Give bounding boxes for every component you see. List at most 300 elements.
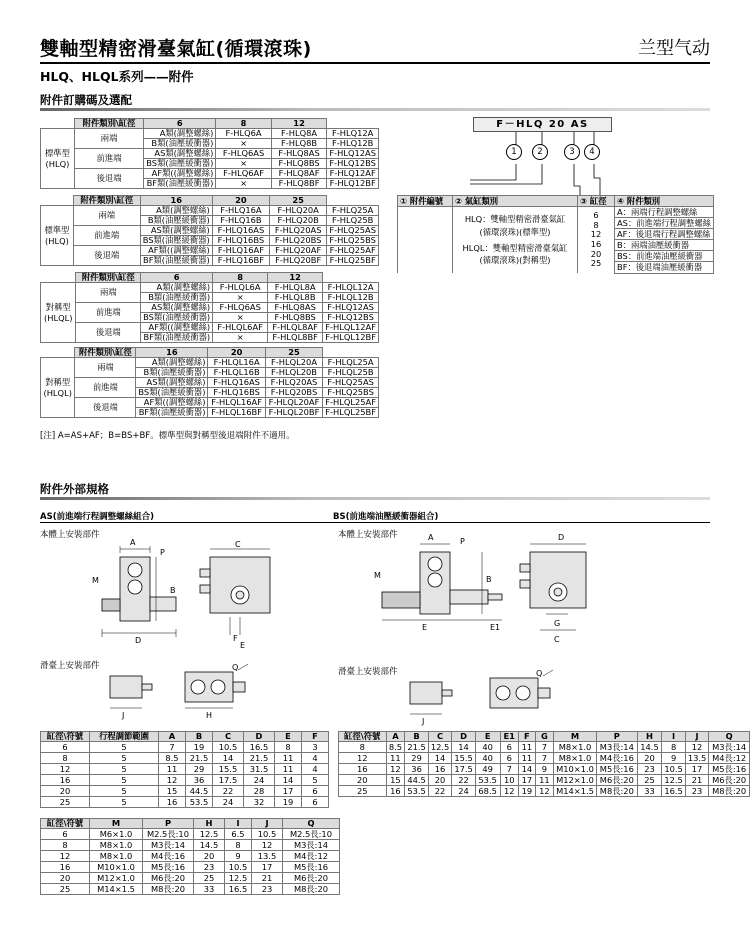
table-cell: M3長:14	[143, 840, 194, 851]
table-cell: 23	[637, 764, 662, 775]
table-header-cell: P	[143, 819, 194, 829]
table-cell: M5長:16	[283, 862, 340, 873]
mount-position-cell: 前進端	[75, 378, 136, 398]
table-row	[41, 775, 329, 786]
dim-label: E	[422, 623, 428, 632]
table-cell: 12.5	[428, 742, 451, 753]
table-header-cell: C	[213, 732, 244, 742]
table-cell: 8	[662, 742, 685, 753]
dim-label: P	[160, 548, 165, 557]
table-cell: F-HLQ25AS	[327, 226, 379, 236]
table-cell: 17	[685, 764, 708, 775]
table-cell: B類(油壓緩衝器)	[141, 293, 213, 303]
kind-item: B：兩端油壓緩衝器	[615, 240, 714, 251]
brand-tag: 兰型气动	[638, 38, 710, 59]
table-cell: A類(調整螺絲)	[136, 358, 208, 368]
table-cell: M3長:14	[597, 742, 638, 753]
table-cell: F-HLQ12AF	[327, 169, 379, 179]
table-cell: 12	[685, 742, 708, 753]
page-title: 雙軸型精密滑臺氣缸(循環滾珠)	[40, 38, 312, 60]
table-cell: F-HLQL20B	[265, 368, 322, 378]
table-cell: AS類(調整螺絲)	[141, 303, 213, 313]
table-cell: 11	[159, 764, 186, 775]
table-cell: AF類((調整螺絲)	[144, 169, 216, 179]
table-cell: 16.5	[225, 884, 252, 895]
table-cell: F-HLQL8A	[268, 283, 323, 293]
table-cell: 12	[159, 775, 186, 786]
table-cell: M5長:16	[597, 764, 638, 775]
table-header-cell: 缸徑\符號	[41, 819, 90, 829]
table-header-cell: I	[225, 819, 252, 829]
table-cell: F-HLQ16BS	[212, 236, 269, 246]
table-cell: 12.5	[662, 775, 685, 786]
dim-label: J	[422, 717, 425, 726]
table-cell: M5長:16	[709, 764, 750, 775]
series-group-label: 對稱型 (HLQL)	[41, 358, 75, 418]
table-cell: 4	[302, 753, 329, 764]
table-header-cell: Q	[283, 819, 340, 829]
section-rule	[40, 108, 710, 111]
table-cell: F-HLQL25B	[323, 368, 379, 378]
table-row	[41, 129, 379, 139]
table-cell: 8	[275, 742, 302, 753]
table-cell: M4長:12	[709, 753, 750, 764]
table-cell: F-HLQL16AF	[208, 398, 265, 408]
type-line: HLQL：雙軸型精密滑臺氣缸	[462, 243, 568, 253]
as-section-title: AS(前進端行程調整螺絲組合)	[40, 510, 333, 523]
dim-label: G	[554, 619, 561, 628]
table-cell: F-HLQ16AF	[212, 246, 269, 256]
table-cell: 53.5	[186, 797, 213, 808]
table-cell: 23	[685, 786, 708, 797]
table-cell: 36	[405, 764, 428, 775]
table-cell: 36	[186, 775, 213, 786]
table-cell: 29	[405, 753, 428, 764]
mount-position-cell: 前進端	[73, 226, 140, 246]
table-row	[41, 764, 329, 775]
table-header-cell: E1	[500, 732, 519, 742]
table-cell: M8長:20	[709, 786, 750, 797]
table-row	[41, 753, 329, 764]
table-cell: F-HLQ12AS	[327, 149, 379, 159]
bore-value: 25	[590, 258, 602, 269]
table-header-cell: 25	[265, 348, 322, 358]
kind-item: BF：後退端油壓緩衝器	[615, 262, 714, 273]
table-cell: 15.5	[452, 753, 475, 764]
order-table-block	[40, 347, 379, 418]
code-head-3: ③ 缸徑	[578, 196, 615, 207]
mount-position-cell: 前進端	[76, 303, 141, 323]
dim-label: H	[206, 711, 213, 720]
table-cell: 6	[41, 829, 90, 840]
table-header-cell: E	[275, 732, 302, 742]
table-cell: 10.5	[225, 862, 252, 873]
table-cell: 11	[519, 753, 536, 764]
page-subtitle: HLQ、HLQL系列——附件	[40, 69, 194, 84]
table-cell: F-HLQL8AF	[268, 323, 323, 333]
table-cell: 5	[90, 742, 159, 753]
table-row	[41, 206, 379, 216]
table-cell: 10.5	[252, 829, 283, 840]
code-empty-cell	[398, 207, 453, 274]
table-cell: 23	[194, 862, 225, 873]
table-header-cell: 12	[271, 119, 327, 129]
table-cell: F-HLQL20BF	[265, 408, 322, 418]
table-cell: 17.5	[213, 775, 244, 786]
table-cell: M8×1.0	[90, 840, 143, 851]
table-cell: F-HLQ12BS	[323, 313, 379, 323]
table-cell: F-HLQ12AS	[323, 303, 379, 313]
table-cell: F-HLQ8BS	[271, 159, 327, 169]
table-cell: F-HLQ25B	[327, 216, 379, 226]
table-cell: 16	[159, 797, 186, 808]
table-cell: AS類(調整螺絲)	[144, 149, 216, 159]
table-cell: 15	[159, 786, 186, 797]
order-table-block	[40, 118, 379, 189]
table-cell: BS類(油壓緩衝器)	[136, 388, 208, 398]
table-cell: F-HLQ6A	[216, 129, 271, 139]
dim-label: E1	[490, 623, 501, 632]
table-header-cell: M	[554, 732, 597, 742]
table-header-cell: 6	[144, 119, 216, 129]
mount-position-cell: 前進端	[74, 149, 143, 169]
table-cell: B類(油壓緩衝器)	[136, 368, 208, 378]
table-cell: 3	[302, 742, 329, 753]
table-cell: 11	[275, 764, 302, 775]
table-row	[339, 742, 750, 753]
table-cell: M3長:14	[709, 742, 750, 753]
table-header-cell: F	[302, 732, 329, 742]
table-cell: F-HLQ16AS	[208, 378, 265, 388]
table-cell: F-HLQ20BF	[270, 256, 327, 266]
bs-body-mount-label: 本體上安裝部件	[338, 530, 398, 540]
table-cell: 19	[275, 797, 302, 808]
title-rule	[40, 62, 710, 64]
table-row	[339, 753, 750, 764]
dim-label: E	[240, 641, 246, 650]
table-cell: F-HLQL12B	[323, 293, 379, 303]
table-cell: 68.5	[475, 786, 500, 797]
table-cell: F-HLQ6AS	[213, 303, 268, 313]
code-head-4: ④ 附件類別	[615, 196, 714, 207]
table-cell: 6.5	[225, 829, 252, 840]
table-header-cell: 附件類別\缸徑	[76, 273, 141, 283]
table-row	[41, 862, 340, 873]
table-cell: F-HLQL20AF	[265, 398, 322, 408]
table-cell: F-HLQ6AS	[216, 149, 271, 159]
kind-item: A：兩端行程調整螺絲	[615, 207, 714, 218]
table-header-cell: 缸徑\符號	[339, 732, 387, 742]
table-row	[41, 358, 379, 368]
kind-item: BS：前進端油壓緩衝器	[615, 251, 714, 262]
table-row	[41, 840, 340, 851]
table-header-row	[41, 119, 379, 129]
table-cell: ×	[213, 313, 268, 323]
table-cell: F-HLQL8BF	[268, 333, 323, 343]
table-header-cell: 8	[216, 119, 271, 129]
table-cell: F-HLQ8AS	[271, 149, 327, 159]
table-header-cell: J	[685, 732, 708, 742]
table-cell: 20	[41, 873, 90, 884]
marker-3: 3	[564, 144, 580, 160]
table-cell: F-HLQ16A	[212, 206, 269, 216]
table-cell: F-HLQL12AF	[323, 323, 379, 333]
type-line: (循環滾珠)(對稱型)	[479, 255, 551, 266]
table-cell: 21	[252, 873, 283, 884]
table-header-cell: Q	[709, 732, 750, 742]
table-cell: 16	[41, 862, 90, 873]
group-spacer	[41, 119, 75, 129]
table-header-cell: D	[452, 732, 475, 742]
table-cell: M6長:20	[709, 775, 750, 786]
marker-4: 4	[584, 144, 600, 160]
table-cell: 8	[41, 840, 90, 851]
table-cell: ×	[216, 139, 271, 149]
table-cell: M8長:20	[283, 884, 340, 895]
table-cell: 23	[252, 884, 283, 895]
mount-position-cell: 兩端	[74, 129, 143, 149]
table-cell: F-HLQ25AS	[323, 378, 379, 388]
dim-label: B	[486, 575, 492, 584]
table-header-row	[41, 348, 379, 358]
mount-position-cell: 後退端	[75, 398, 136, 418]
table-cell: BS類(油壓緩衝器)	[144, 159, 216, 169]
table-cell: M2.5長:10	[143, 829, 194, 840]
table-cell: A類(調整螺絲)	[144, 129, 216, 139]
table-header-cell: A	[386, 732, 405, 742]
group-spacer	[41, 348, 75, 358]
table-cell: F-HLQ20AS	[270, 226, 327, 236]
table-header-cell: M	[90, 819, 143, 829]
dim-label: Q	[232, 663, 239, 672]
group-spacer	[41, 196, 74, 206]
table-cell: 17	[252, 862, 283, 873]
section-title-ordering: 附件訂購碼及選配	[40, 93, 132, 107]
table-cell: 11	[535, 775, 553, 786]
table-cell: 8	[41, 753, 90, 764]
table-cell: F-HLQ20A	[270, 206, 327, 216]
table-cell: 7	[535, 742, 553, 753]
table-cell: 17.5	[452, 764, 475, 775]
mount-position-cell: 後退端	[73, 246, 140, 266]
table-cell: 10.5	[213, 742, 244, 753]
table-cell: M4長:16	[143, 851, 194, 862]
table-cell: F-HLQ25BS	[327, 236, 379, 246]
dim-label: C	[235, 540, 241, 549]
spec-table	[338, 731, 750, 797]
table-cell: F-HLQ16BF	[212, 256, 269, 266]
table-row	[339, 764, 750, 775]
mount-position-cell: 兩端	[73, 206, 140, 226]
table-cell: F-HLQ20B	[270, 216, 327, 226]
order-table	[40, 272, 379, 343]
table-cell: 25	[41, 884, 90, 895]
table-cell: 6	[500, 742, 519, 753]
table-cell: 25	[41, 797, 90, 808]
dim-label: M	[374, 571, 381, 580]
table-row	[41, 169, 379, 179]
table-cell: 20	[41, 786, 90, 797]
as-slide-drawing	[100, 662, 260, 722]
table-cell: F-HLQ16AS	[212, 226, 269, 236]
order-table	[40, 118, 379, 189]
bs-dimension-table	[338, 731, 750, 797]
mount-position-cell: 後退端	[76, 323, 141, 343]
table-cell: 9	[662, 753, 685, 764]
dim-label: M	[92, 576, 99, 585]
table-cell: BF類(油壓緩衝器)	[140, 256, 212, 266]
table-cell: 16.5	[244, 742, 275, 753]
as-dimension-table-1	[40, 731, 329, 808]
table-cell: M6×1.0	[90, 829, 143, 840]
table-cell: BS類(油壓緩衝器)	[140, 236, 212, 246]
table-cell: 14.5	[637, 742, 662, 753]
table-cell: ×	[213, 333, 268, 343]
table-cell: F-HLQ20AF	[270, 246, 327, 256]
table-cell: 8.5	[159, 753, 186, 764]
table-header-cell: 附件類別\缸徑	[75, 348, 136, 358]
table-cell: F-HLQ20BS	[270, 236, 327, 246]
as-body-drawing	[90, 535, 310, 650]
table-cell: A類(調整螺絲)	[141, 283, 213, 293]
table-cell: 11	[275, 753, 302, 764]
table-cell: 29	[186, 764, 213, 775]
table-row	[41, 797, 329, 808]
table-cell: M14×1.5	[554, 786, 597, 797]
cylinder-type-list	[453, 207, 578, 274]
dim-label: D	[558, 533, 565, 542]
table-cell: 12.5	[225, 873, 252, 884]
mount-position-cell: 後退端	[74, 169, 143, 189]
table-cell: 6	[302, 786, 329, 797]
table-header-cell: 20	[208, 348, 265, 358]
table-row	[339, 775, 750, 786]
table-header-cell: B	[186, 732, 213, 742]
order-code-example: F－HLQ 20 AS	[473, 117, 612, 132]
section-title-specs: 附件外部規格	[40, 482, 109, 496]
table-cell: 14	[428, 753, 451, 764]
table-cell: 22	[428, 786, 451, 797]
table-cell: 7	[159, 742, 186, 753]
table-cell: F-HLQL25AF	[323, 398, 379, 408]
table-cell: F-HLQ20AS	[265, 378, 322, 388]
table-cell: 12	[386, 764, 405, 775]
dim-label: A	[428, 533, 434, 542]
table-cell: F-HLQL6AF	[213, 323, 268, 333]
table-header-cell: H	[194, 819, 225, 829]
table-cell: 12	[535, 786, 553, 797]
as-dimension-table-2	[40, 818, 340, 895]
table-cell: 17	[519, 775, 536, 786]
table-cell: F-HLQL25BF	[323, 408, 379, 418]
table-cell: 28	[244, 786, 275, 797]
table-cell: 7	[535, 753, 553, 764]
bore-value: 20	[590, 248, 602, 259]
series-group-label: 標準型 (HLQ)	[41, 206, 74, 266]
table-cell: 20	[194, 851, 225, 862]
table-cell: M8長:20	[143, 884, 194, 895]
order-note: [注] A=AS+AF；B=BS+BF。標準型與對稱型後退端附件不適用。	[40, 431, 295, 441]
table-cell: 6	[41, 742, 90, 753]
table-cell: 24	[213, 797, 244, 808]
table-header-cell: 6	[141, 273, 213, 283]
table-cell: B類(油壓緩衝器)	[144, 139, 216, 149]
bs-slide-mount-label: 滑臺上安裝部件	[338, 667, 398, 677]
table-header-cell: D	[244, 732, 275, 742]
table-header-cell: 20	[212, 196, 269, 206]
table-cell: M8×1.0	[554, 753, 597, 764]
table-cell: 16	[428, 764, 451, 775]
table-cell: 14	[452, 742, 475, 753]
order-table-block	[40, 272, 379, 343]
table-cell: F-HLQ12A	[327, 129, 379, 139]
table-cell: 4	[302, 764, 329, 775]
table-cell: F-HLQL16BF	[208, 408, 265, 418]
table-header-cell: 缸徑\符號	[41, 732, 90, 742]
table-row	[41, 378, 379, 388]
table-cell: 5	[90, 753, 159, 764]
table-row	[41, 851, 340, 862]
table-header-cell: P	[597, 732, 638, 742]
table-cell: F-HLQL20A	[265, 358, 322, 368]
table-cell: 17	[275, 786, 302, 797]
table-cell: 22	[452, 775, 475, 786]
code-head-1: ① 附件編號	[398, 196, 453, 207]
table-header-cell: 行程調節範圍	[90, 732, 159, 742]
table-cell: BF類(油壓緩衝器)	[141, 333, 213, 343]
table-cell: 16	[339, 764, 387, 775]
type-line: HLQ：雙軸型精密滑臺氣缸	[464, 214, 566, 225]
table-cell: F-HLQ8A	[271, 129, 327, 139]
table-cell: ×	[216, 179, 271, 189]
series-group-label: 標準型 (HLQ)	[41, 129, 75, 189]
table-cell: M6長:20	[283, 873, 340, 884]
table-cell: M4長:12	[283, 851, 340, 862]
spec-table	[40, 731, 329, 808]
table-cell: 13.5	[685, 753, 708, 764]
table-cell: M12×1.0	[554, 775, 597, 786]
mount-position-cell: 兩端	[76, 283, 141, 303]
table-cell: 33	[194, 884, 225, 895]
table-cell: 5	[90, 797, 159, 808]
table-header-cell: E	[475, 732, 500, 742]
marker-2: 2	[532, 144, 548, 160]
table-cell: 20	[428, 775, 451, 786]
table-row	[41, 398, 379, 408]
table-cell: 33	[637, 786, 662, 797]
table-cell: F-HLQ8BS	[268, 313, 323, 323]
table-cell: 19	[519, 786, 536, 797]
table-header-row	[41, 273, 379, 283]
order-table	[40, 195, 379, 266]
table-cell: 16	[386, 786, 405, 797]
table-cell: F-HLQ8B	[271, 139, 327, 149]
table-header-cell: I	[662, 732, 685, 742]
table-cell: 12	[41, 764, 90, 775]
table-cell: BF類(油壓緩衝器)	[144, 179, 216, 189]
code-head-2: ② 氣缸類別	[453, 196, 578, 207]
table-cell: 25	[637, 775, 662, 786]
as-body-mount-label: 本體上安裝部件	[40, 530, 100, 540]
table-header-cell: H	[637, 732, 662, 742]
table-cell: 12	[252, 840, 283, 851]
table-cell: 8.5	[386, 742, 405, 753]
table-cell: 25	[339, 786, 387, 797]
table-row	[41, 323, 379, 333]
table-row	[41, 873, 340, 884]
table-cell: 15	[386, 775, 405, 786]
table-cell: 19	[186, 742, 213, 753]
